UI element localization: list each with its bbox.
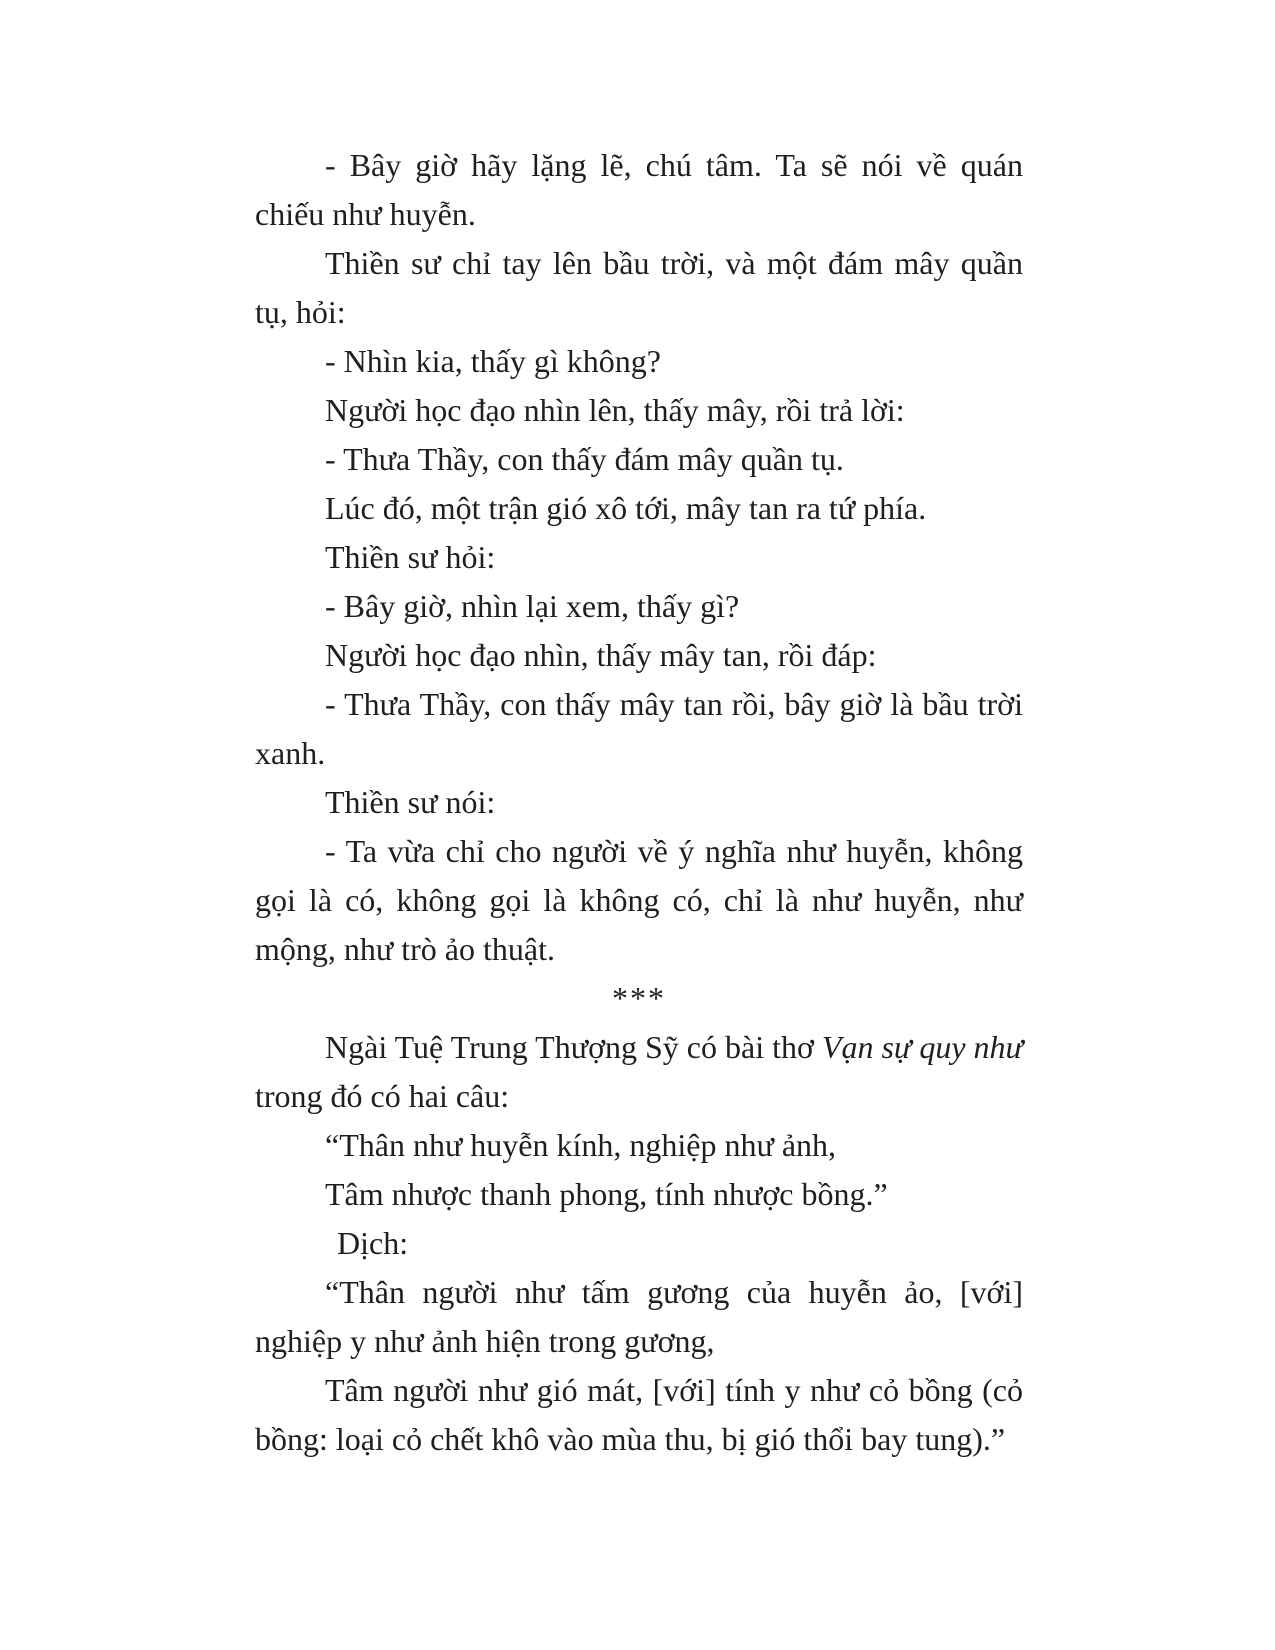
translation-paragraph-2: Tâm người như gió mát, [với] tính y như cỏ bồng (cỏ bồng: loại cỏ chết khô vào mùa thu, bị gió thổi bay tung).” [255,1372,1023,1457]
text-column [255,141,1023,1464]
dialogue-paragraph-3: - Nhìn kia, thấy gì không? [325,343,661,379]
dialogue-paragraph-12: - Ta vừa chỉ cho người về ý nghĩa như huyễn, không gọi là có, không gọi là không có, chỉ là như huyễn, như mộng, như trò ảo thuật. [255,833,1023,967]
section-separator: *** [612,980,666,1016]
translation-label: Dịch: [337,1225,409,1261]
poem-line-2: Tâm nhược thanh phong, tính nhược bồng.” [325,1176,888,1212]
poem-intro-text-after: trong đó có hai câu: [255,1078,510,1114]
dialogue-paragraph-9: Người học đạo nhìn, thấy mây tan, rồi đáp: [325,637,877,673]
dialogue-paragraph-6: Lúc đó, một trận gió xô tới, mây tan ra tứ phía. [325,490,927,526]
translation-paragraph-1: “Thân người như tấm gương của huyễn ảo, [với] nghiệp y như ảnh hiện trong gương, [255,1274,1023,1359]
dialogue-paragraph-10: - Thưa Thầy, con thấy mây tan rồi, bây giờ là bầu trời xanh. [255,686,1023,771]
poem-title: Vạn sự quy như [821,1029,1023,1065]
dialogue-paragraph-2: Thiền sư chỉ tay lên bầu trời, và một đám mây quần tụ, hỏi: [255,245,1023,330]
dialogue-paragraph-11: Thiền sư nói: [325,784,496,820]
dialogue-paragraph-7: Thiền sư hỏi: [325,539,496,575]
poem-intro-paragraph [255,1023,1023,1121]
dialogue-paragraph-4: Người học đạo nhìn lên, thấy mây, rồi trả lời: [325,392,905,428]
poem-intro-text-before: Ngài Tuệ Trung Thượng Sỹ có bài thơ [325,1029,822,1065]
poem-line-1: “Thân như huyễn kính, nghiệp như ảnh, [325,1127,837,1163]
dialogue-paragraph-1: - Bây giờ hãy lặng lẽ, chú tâm. Ta sẽ nói về quán chiếu như huyễn. [255,147,1023,232]
dialogue-paragraph-5: - Thưa Thầy, con thấy đám mây quần tụ. [325,441,844,477]
dialogue-paragraph-8: - Bây giờ, nhìn lại xem, thấy gì? [325,588,740,624]
